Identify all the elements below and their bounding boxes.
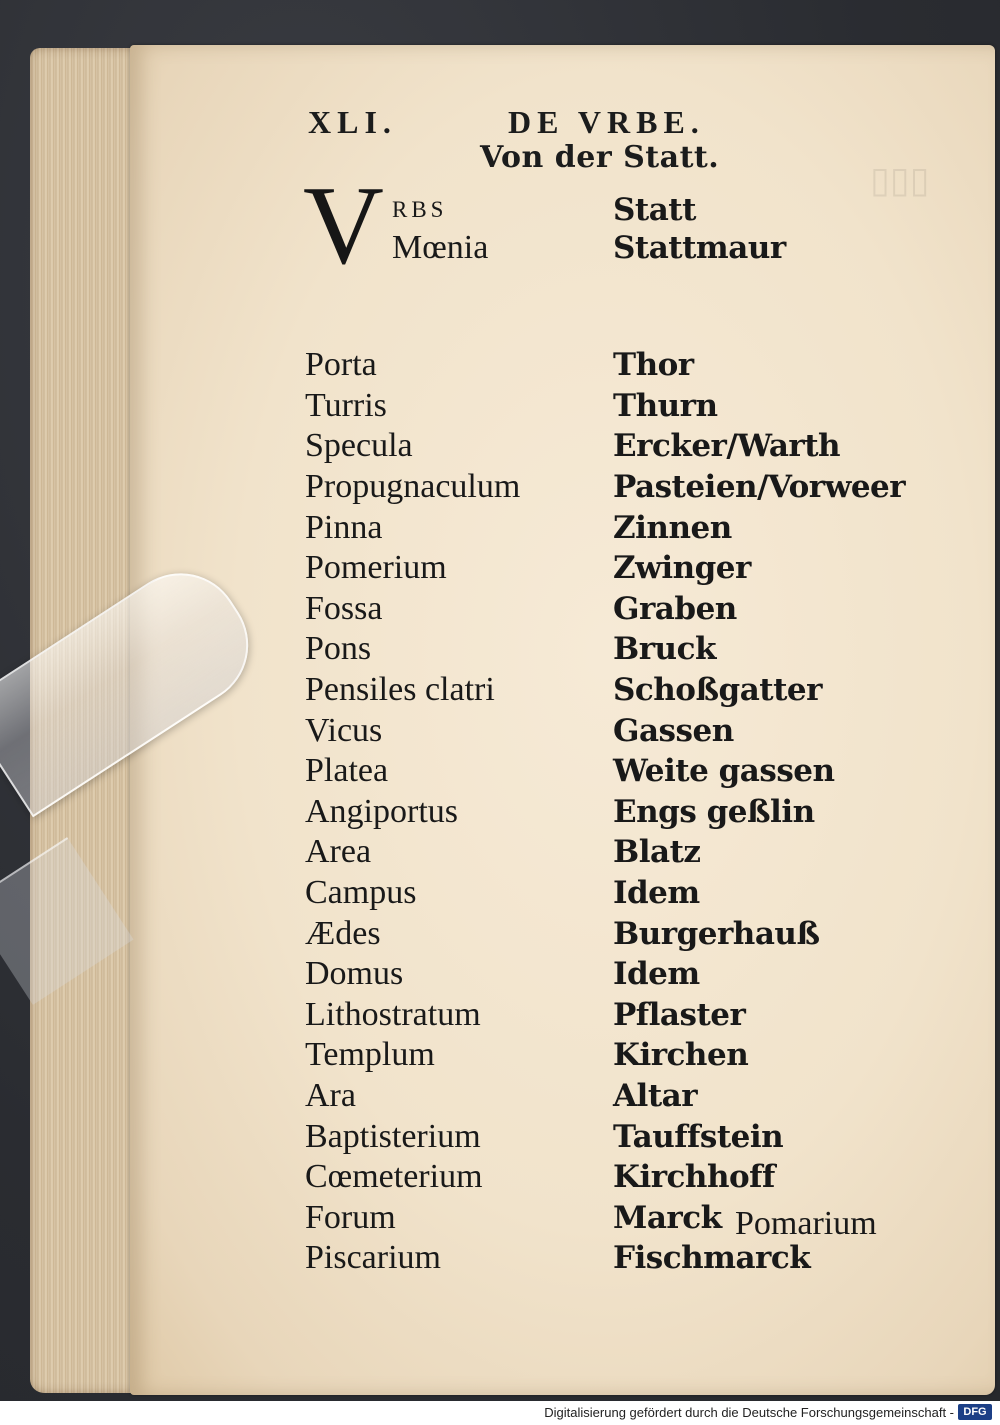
latin-term: Ara [305,1077,356,1114]
latin-term: Specula [305,427,413,465]
latin-term: Piscarium [305,1239,441,1277]
german-term: Fischmarck [613,1240,811,1277]
latin-term: Domus [305,955,404,993]
german-term: Statt [613,192,696,228]
latin-term: Pensiles clatri [305,671,495,708]
german-term: Pflaster [613,996,746,1033]
latin-term: Pinna [305,508,383,546]
german-term: Schoßgatter [613,672,822,708]
latin-term: Platea [305,752,389,790]
latin-term: Templum [305,1036,435,1074]
footer-credit: Digitalisierung gefördert durch die Deutsche Forschungsgemeinschaft - [544,1405,954,1420]
chapter-number: XLI. [308,104,397,140]
german-term: Bruck [613,631,716,668]
german-subtitle: Von der Statt. [480,140,720,175]
latin-term: Forum [305,1198,396,1236]
latin-term: Porta [305,346,377,384]
chapter-title: DE VRBE. [508,104,705,140]
show-through: ▯▯▯ [870,160,930,201]
latin-term: Fossa [305,589,383,627]
german-term: Thurn [613,387,718,424]
latin-term: Mœnia [392,229,489,266]
catchword: Pomarium [735,1205,877,1242]
german-term: Ercker/Warth [613,428,841,465]
latin-term: Propugnaculum [305,468,521,505]
german-term: Tauffstein [613,1118,784,1155]
latin-term: Campus [305,874,417,911]
drop-cap: V [303,164,384,288]
german-term: Stattmaur [613,230,786,266]
latin-term: Angiportus [305,792,458,830]
page-header [308,104,928,144]
latin-term: Baptisterium [305,1117,481,1155]
german-term: Blatz [613,834,701,871]
german-term: Engs geßlin [613,793,815,830]
latin-term: Turris [305,386,387,424]
latin-term: Lithostratum [305,995,481,1033]
latin-term: Ædes [305,914,381,952]
german-term: Idem [613,875,700,911]
german-term: Pasteien/Vorweer [613,469,906,505]
book-page [130,45,995,1395]
latin-term: Pons [305,630,372,668]
german-term: Thor [613,347,694,384]
german-term: Idem [613,956,700,993]
german-term: Kirchen [613,1037,749,1074]
latin-term: Vicus [305,711,383,749]
german-term: Marck [613,1199,722,1236]
german-term: Graben [613,590,737,627]
latin-term: RBS [392,197,448,222]
latin-term: Area [305,833,372,871]
german-term: Gassen [613,712,734,749]
german-term: Burgerhauß [613,915,820,952]
german-term: Kirchhoff [613,1159,775,1196]
german-term: Altar [613,1078,698,1114]
german-term: Zinnen [613,509,732,546]
dfg-logo: DFG [958,1404,992,1420]
latin-term: Pomerium [305,549,447,587]
latin-term: Cœmeterium [305,1158,483,1196]
german-term: Zwinger [613,550,751,587]
german-term: Weite gassen [613,753,835,790]
